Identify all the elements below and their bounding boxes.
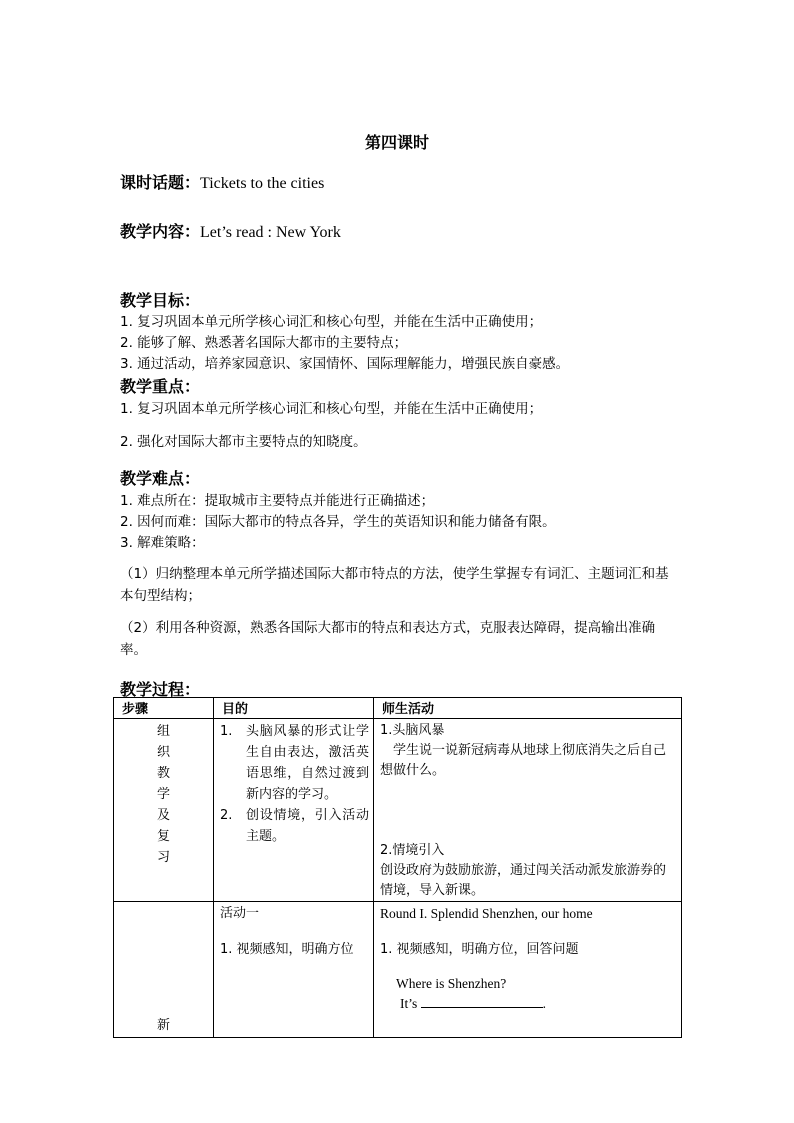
objective-item: 1. 复习巩固本单元所学核心词汇和核心句型，并能在生活中正确使用；	[120, 314, 543, 330]
objective-item: 2. 能够了解、熟悉著名国际大都市的主要特点；	[120, 335, 408, 351]
activity-content	[374, 902, 681, 1014]
key-point-item: 1. 复习巩固本单元所学核心词汇和核心句型，并能在生活中正确使用；	[120, 401, 543, 417]
column-header-step: 步骤	[114, 698, 214, 719]
step-label-vertical	[114, 719, 213, 868]
key-points-heading: 教学重点：	[120, 377, 201, 396]
step-char: 教	[156, 766, 170, 781]
objectives-heading: 教学目标：	[120, 291, 201, 310]
step-char: 新	[156, 1018, 170, 1033]
list-number: 2.	[220, 808, 233, 823]
step-cell	[114, 719, 214, 902]
answer-prefix: It’s	[400, 996, 418, 1011]
topic-line	[120, 170, 324, 193]
activity-content	[374, 719, 681, 901]
purpose-list	[214, 719, 373, 847]
activity-title: 2.情境引入	[380, 843, 445, 858]
topic-value: Tickets to the cities	[200, 175, 325, 192]
answer-blank[interactable]	[421, 1007, 543, 1008]
difficulty-item: 2. 因何而难：国际大都市的特点各异，学生的英语知识和能力储备有限。	[120, 514, 556, 530]
list-item	[220, 805, 369, 847]
answer-suffix: .	[542, 996, 547, 1011]
step-char: 学	[156, 787, 170, 802]
activity-text: 学生说一说新冠病毒从地球上彻底消失之后自己想做什么。	[380, 743, 667, 778]
process-table	[113, 697, 682, 1038]
round-title: Round I. Splendid Shenzhen, our home	[380, 906, 593, 921]
key-point-item: 2. 强化对国际大都市主要特点的知晓度。	[120, 434, 367, 450]
activity-title: 1.头脑风暴	[380, 723, 445, 738]
step-char: 组	[156, 724, 170, 739]
topic-label: 课时话题：	[120, 173, 201, 192]
purpose-title: 活动一	[220, 906, 260, 921]
difficulty-item: 1. 难点所在：提取城市主要特点并能进行正确描述；	[120, 493, 435, 509]
process-heading: 教学过程：	[120, 680, 201, 699]
table-row	[114, 719, 682, 902]
step-char: 织	[156, 745, 170, 760]
question-text: Where is Shenzhen?	[396, 976, 507, 991]
activity-cell	[374, 902, 682, 1038]
purpose-content	[214, 902, 373, 960]
answer-line	[380, 994, 675, 1014]
list-item	[220, 721, 369, 805]
purpose-cell	[214, 902, 374, 1038]
content-line	[120, 219, 341, 242]
column-header-activity: 师生活动	[374, 698, 682, 719]
strategy-paragraph: （2）利用各种资源，熟悉各国际大都市的特点和表达方式，克服表达障碍，提高输出准确率。	[120, 620, 656, 658]
purpose-text: 1. 视频感知，明确方位	[220, 942, 354, 957]
step-char: 复	[156, 829, 170, 844]
content-value: Let’s read : New York	[200, 224, 341, 241]
difficulty-item: 3. 解难策略：	[120, 535, 205, 551]
step-char: 习	[156, 850, 170, 865]
content-label: 教学内容：	[120, 222, 201, 241]
objective-item: 3. 通过活动，培养家园意识、家国情怀、国际理解能力，增强民族自豪感。	[120, 356, 570, 372]
list-number: 1.	[220, 724, 233, 739]
step-cell	[114, 902, 214, 1038]
purpose-cell	[214, 719, 374, 902]
table-header-row	[114, 698, 682, 719]
column-header-purpose: 目的	[214, 698, 374, 719]
list-text: 头脑风暴的形式让学生自由表达，激活英语思维，自然过渡到新内容的学习。	[246, 724, 369, 802]
step-char: 及	[156, 808, 170, 823]
difficulties-heading: 教学难点：	[120, 469, 201, 488]
strategy-paragraph: （1）归纳整理本单元所学描述国际大都市特点的方法，使学生掌握专有词汇、主题词汇和基本句型结构；	[120, 566, 669, 604]
activity-text: 创设政府为鼓励旅游，通过闯关活动派发旅游券的情境，导入新课。	[380, 863, 667, 898]
task-text: 1. 视频感知，明确方位，回答问题	[380, 942, 579, 957]
lesson-title: 第四课时	[364, 133, 429, 152]
table-row	[114, 902, 682, 1038]
activity-cell	[374, 719, 682, 902]
list-text: 创设情境，引入活动主题。	[246, 808, 369, 844]
